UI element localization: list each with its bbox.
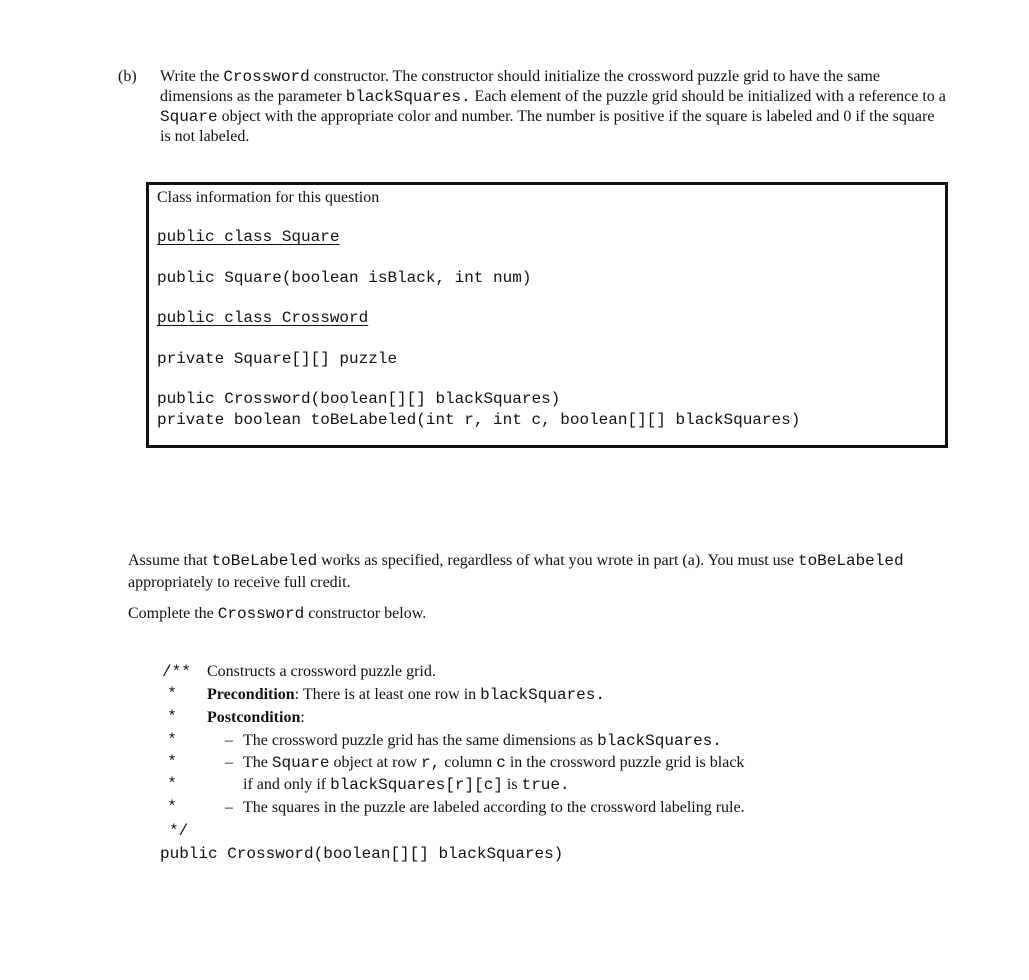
precondition-label: Precondition — [207, 686, 295, 703]
text-segment: constructor below. — [304, 605, 427, 622]
code-segment: blackSquares. — [345, 88, 471, 106]
comment-star: * — [167, 708, 177, 726]
text-segment: works as specified, regardless of what you wrote in part (a). You must use — [317, 552, 798, 569]
postcondition-label: Postcondition — [207, 709, 301, 726]
comment-star: * — [167, 753, 177, 771]
comment-star: * — [167, 685, 177, 703]
text-segment: Each element of the puzzle grid should be initialized with a reference to a — [470, 88, 946, 105]
postcondition-bullet-3: The squares in the puzzle are labeled according to the crossword labeling rule. — [243, 799, 745, 816]
postcondition-bullet-2-cont — [243, 775, 570, 795]
class-crossword-heading: public class Crossword — [157, 309, 369, 327]
text-segment: : — [300, 709, 305, 726]
text-segment: : There is at least one row in — [294, 686, 481, 703]
code-segment: true. — [521, 776, 570, 794]
crossword-constructor-signature: public Crossword(boolean[][] blackSquares) — [157, 390, 561, 408]
text-segment: is — [502, 776, 522, 793]
code-segment: blackSquares. — [597, 732, 722, 750]
text-segment: The crossword puzzle grid has the same dimensions as — [243, 732, 598, 749]
text-segment: column — [440, 754, 497, 771]
code-segment: toBeLabeled — [797, 552, 904, 570]
code-segment: blackSquares[r][c] — [330, 776, 503, 794]
comment-open: /** — [162, 663, 191, 681]
code-segment: toBeLabeled — [211, 552, 318, 570]
postcondition-bullet-1 — [243, 731, 722, 751]
postcondition-line — [207, 708, 305, 728]
assume-paragraph — [128, 550, 958, 593]
text-segment: constructor. The constructor should initialize the crossword puzzle grid to have the same dimensions as the parameter — [160, 68, 880, 105]
puzzle-field: private Square[][] puzzle — [157, 350, 398, 368]
comment-summary: Constructs a crossword puzzle grid. — [207, 663, 436, 680]
class-square-heading: public class Square — [157, 228, 340, 246]
code-segment: c — [496, 754, 506, 772]
text-segment: appropriately to receive full credit. — [128, 574, 351, 591]
part-label: (b) — [118, 68, 137, 85]
complete-instruction — [128, 605, 426, 623]
text-segment: Complete the — [128, 605, 218, 622]
postcondition-bullet-2 — [243, 753, 744, 773]
text-segment: object with the appropriate color and number. The number is positive if the square is labeled and 0 if the square is not labeled. — [160, 108, 935, 145]
constructor-signature: public Crossword(boolean[][] blackSquares) — [160, 845, 564, 863]
code-segment: r, — [421, 754, 441, 772]
code-segment: Square — [160, 108, 218, 126]
square-constructor-signature: public Square(boolean isBlack, int num) — [157, 269, 532, 287]
comment-star: * — [167, 775, 177, 793]
bullet-dash: – — [225, 754, 233, 771]
code-segment: blackSquares. — [480, 686, 605, 704]
text-segment: if and only if — [243, 776, 331, 793]
part-b-paragraph — [118, 67, 948, 146]
bullet-dash: – — [225, 799, 233, 816]
precondition-line — [207, 685, 605, 705]
bullet-dash: – — [225, 732, 233, 749]
tobelabeled-signature: private boolean toBeLabeled(int r, int c, boolean[][] blackSquares) — [157, 411, 801, 429]
part-b-text — [160, 67, 948, 146]
code-segment: Square — [271, 754, 330, 772]
text-segment: The — [243, 754, 272, 771]
class-info-heading: Class information for this question — [157, 189, 380, 206]
text-segment: object at row — [329, 754, 422, 771]
comment-star: * — [167, 798, 177, 816]
code-segment: Crossword — [217, 605, 305, 623]
text-segment: in the crossword puzzle grid is black — [505, 754, 745, 771]
class-info-box — [146, 182, 948, 448]
text-segment: Write the — [160, 68, 224, 85]
text-segment: Assume that — [128, 552, 212, 569]
code-segment: Crossword — [223, 68, 310, 86]
comment-star: * — [167, 731, 177, 749]
comment-close: */ — [169, 822, 189, 840]
